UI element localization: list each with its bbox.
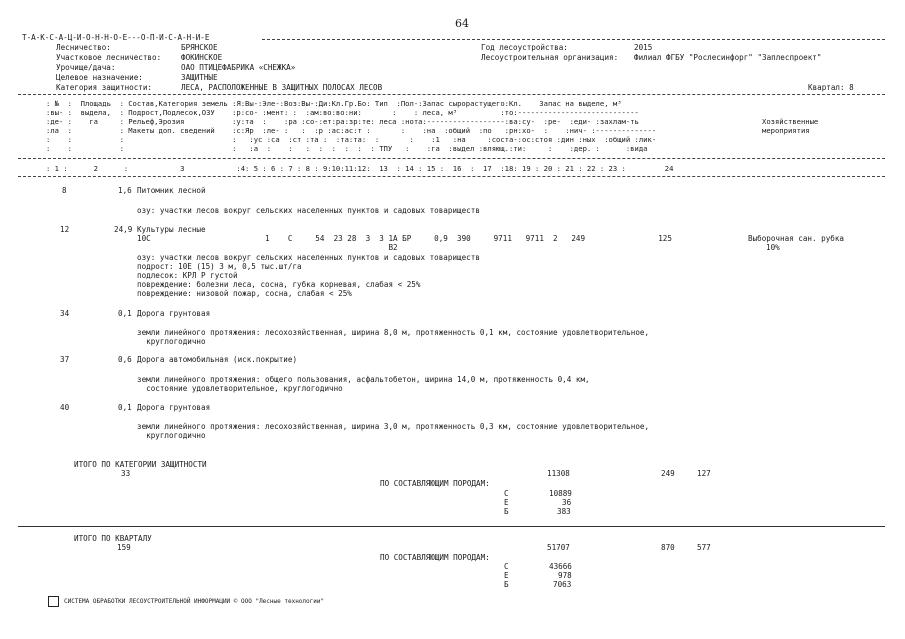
entry-number: 34 <box>60 309 70 318</box>
by-species-label: ПО СОСТАВЛЯЮЩИМ ПОРОДАМ: <box>380 479 490 488</box>
total-value-22: 577 <box>697 543 711 552</box>
header-label-year: Год лесоустройства: <box>481 43 568 52</box>
column-header-activities: Хозяйственные <box>762 117 819 126</box>
entry-number: 8 <box>62 186 67 195</box>
entry-area: 0,1 <box>118 309 132 318</box>
species-value: 383 <box>557 507 571 516</box>
header-label-district: Участковое лесничество: <box>56 53 162 62</box>
entry-line: земли линейного протяжения: лесохозяйственная, ширина 3,0 м, протяженность 0,3 км, состояние удовлетворительное, <box>137 422 650 431</box>
entry-line: подрост: 10Е (15) 3 м, 0,5 тыс.шт/га <box>137 262 302 271</box>
column-header-line: : № : Площадь : Состав,Категория земель :Я:Вы-:Эле-:Воз:Вы-:Ди:Кл.Гр.Бо: Тип :Пол-:Запас сырорастущего:Кл. Запас на выделе, м³ <box>46 99 622 108</box>
total-value-20: 870 <box>661 543 675 552</box>
entry-line: 10С 1 С 54 23 28 3 3 1А БР 0,9 390 9711 9711 2 249 125 <box>137 234 672 243</box>
header-label-purpose: Целевое назначение: <box>56 73 143 82</box>
page-number: 64 <box>455 17 469 30</box>
entry-activity: 10% <box>766 243 780 252</box>
entry-line: земли линейного протяжения: общего пользования, асфальтобетон, ширина 14,0 м, протяженность 0,4 км, <box>137 375 590 384</box>
header-label-tract: Урочище/дача: <box>56 63 116 72</box>
entry-line: В2 <box>137 243 398 252</box>
column-header-line: : : : : :а : : : : : : : : ТПУ : :га :выдел :вляющ.:ти: : :дер. : :вида <box>46 144 648 153</box>
entry-line: озу: участки лесов вокруг сельских населенных пунктов и садовых товариществ <box>137 206 480 215</box>
species-code: Е <box>504 498 509 507</box>
header-value-purpose: ЗАЩИТНЫЕ <box>181 73 218 82</box>
column-header-line: :де- : га : Рельеф,Эрозия :у:та : :ра :со-:ет:ра:зр:те: леса :нота:------------------:ва:су- :ре- :еди- :захлам-ть <box>46 117 639 126</box>
total-label: ИТОГО ПО КВАРТАЛУ <box>74 534 152 543</box>
total-stock: 11308 <box>547 469 570 478</box>
entry-area: 0,1 <box>118 403 132 412</box>
total-stock: 51707 <box>547 543 570 552</box>
kvartal-label: Квартал: 8 <box>808 83 854 92</box>
total-label: ИТОГО ПО КАТЕГОРИИ ЗАЩИТНОСТИ <box>74 460 207 469</box>
column-numbers: : 1 : 2 : 3 :4: 5 : 6 : 7 : 8 : 9:10:11:12: 13 : 14 : 15 : 16 : 17 :18: 19 : 20 : 21 : 22 : 23 : 24 <box>46 164 674 173</box>
entry-number: 40 <box>60 403 70 412</box>
entry-line: подлесок: КРЛ Р густой <box>137 271 238 280</box>
entry-line: земли линейного протяжения: лесохозяйственная, ширина 8,0 м, протяженность 0,1 км, состояние удовлетворительное, <box>137 328 650 337</box>
entry-line: Дорога грунтовая <box>137 309 211 318</box>
footer-text: СИСТЕМА ОБРАБОТКИ ЛЕСОУСТРОИТЕЛЬНОЙ ИНФОРМАЦИИ © ООО "Лесные технологии" <box>64 598 325 605</box>
title-rule <box>262 39 885 40</box>
entry-area: 24,9 <box>114 225 133 234</box>
species-code: С <box>504 489 509 498</box>
species-code: Е <box>504 571 509 580</box>
header-value-year: 2015 <box>634 43 653 52</box>
footer-logo-icon <box>48 596 59 607</box>
entry-number: 37 <box>60 355 70 364</box>
header-label-protection: Категория защитности: <box>56 83 153 92</box>
species-code: С <box>504 562 509 571</box>
by-species-label: ПО СОСТАВЛЯЮЩИМ ПОРОДАМ: <box>380 553 490 562</box>
header-value-protection: ЛЕСА, РАСПОЛОЖЕННЫЕ В ЗАЩИТНЫХ ПОЛОСАХ ЛЕСОВ <box>181 83 383 92</box>
header-value-district: ФОКИНСКОЕ <box>181 53 223 62</box>
kvartal-total-rule <box>18 526 885 527</box>
header-value-organization: Филиал ФГБУ "Рослесинфорг" "Заплеспроект" <box>634 53 822 62</box>
species-code: Б <box>504 580 509 589</box>
entry-activity: Выборочная сан. рубка <box>748 234 845 243</box>
column-numbers-rule <box>18 176 885 177</box>
entry-line: Дорога автомобильная (иск.покрытие) <box>137 355 298 364</box>
entry-line: повреждение: болезни леса, сосна, губка корневая, слабая < 25% <box>137 280 421 289</box>
entry-line: круглогодично <box>137 431 206 440</box>
header-value-forestry: БРЯНСКОЕ <box>181 43 218 52</box>
column-header-line: :ла : : Макеты доп. сведений :с:Яр :ле- : : :р :ас:ас:т : : :на :общий :по :рн:хо- : :нич- :-------------- <box>46 126 657 135</box>
entry-line: круглогодично <box>137 337 206 346</box>
header-label-organization: Лесоустроительная организация: <box>481 53 619 62</box>
species-value: 978 <box>558 571 572 580</box>
column-header-line: :вы- : выдела, : Подрост,Подлесок,ОЗУ :р:со- :мент: : :ам:во:во:ни: : : леса, м³ :то:---------------------------- <box>46 108 639 117</box>
entry-number: 12 <box>60 225 70 234</box>
entry-line: Дорога грунтовая <box>137 403 211 412</box>
column-header-rule <box>18 158 885 159</box>
total-value-20: 249 <box>661 469 675 478</box>
total-value-22: 127 <box>697 469 711 478</box>
entry-area: 1,6 <box>118 186 132 195</box>
entry-line: повреждение: низовой пожар, сосна, слабая < 25% <box>137 289 352 298</box>
header-label-forestry: Лесничество: <box>56 43 111 52</box>
header-rule <box>18 94 885 95</box>
entry-line: состояние удовлетворительное, круглогодично <box>137 384 343 393</box>
column-header-activities-2: мероприятия <box>762 126 810 135</box>
total-area: 159 <box>117 543 131 552</box>
species-value: 10889 <box>549 489 572 498</box>
header-value-tract: ОАО ПТИЦЕФАБРИКА «СНЕЖКА» <box>181 63 296 72</box>
entry-line: озу: участки лесов вокруг сельских населенных пунктов и садовых товариществ <box>137 253 480 262</box>
entry-line: Питомник лесной <box>137 186 206 195</box>
species-value: 36 <box>562 498 572 507</box>
entry-line: Культуры лесные <box>137 225 206 234</box>
total-area: 33 <box>121 469 131 478</box>
entry-area: 0,6 <box>118 355 132 364</box>
column-header-line: : : : : :ус :са :ст :та : :та:та: : : :1 :на :соста-:ос:стоя :дин :ных :общий :лик- <box>46 135 657 144</box>
species-value: 43666 <box>549 562 572 571</box>
species-value: 7063 <box>553 580 572 589</box>
species-code: Б <box>504 507 509 516</box>
document-title: Т-А-К-С-А-Ц-И-О-Н-Н-О-Е---О-П-И-С-А-Н-И-Е <box>22 33 210 42</box>
